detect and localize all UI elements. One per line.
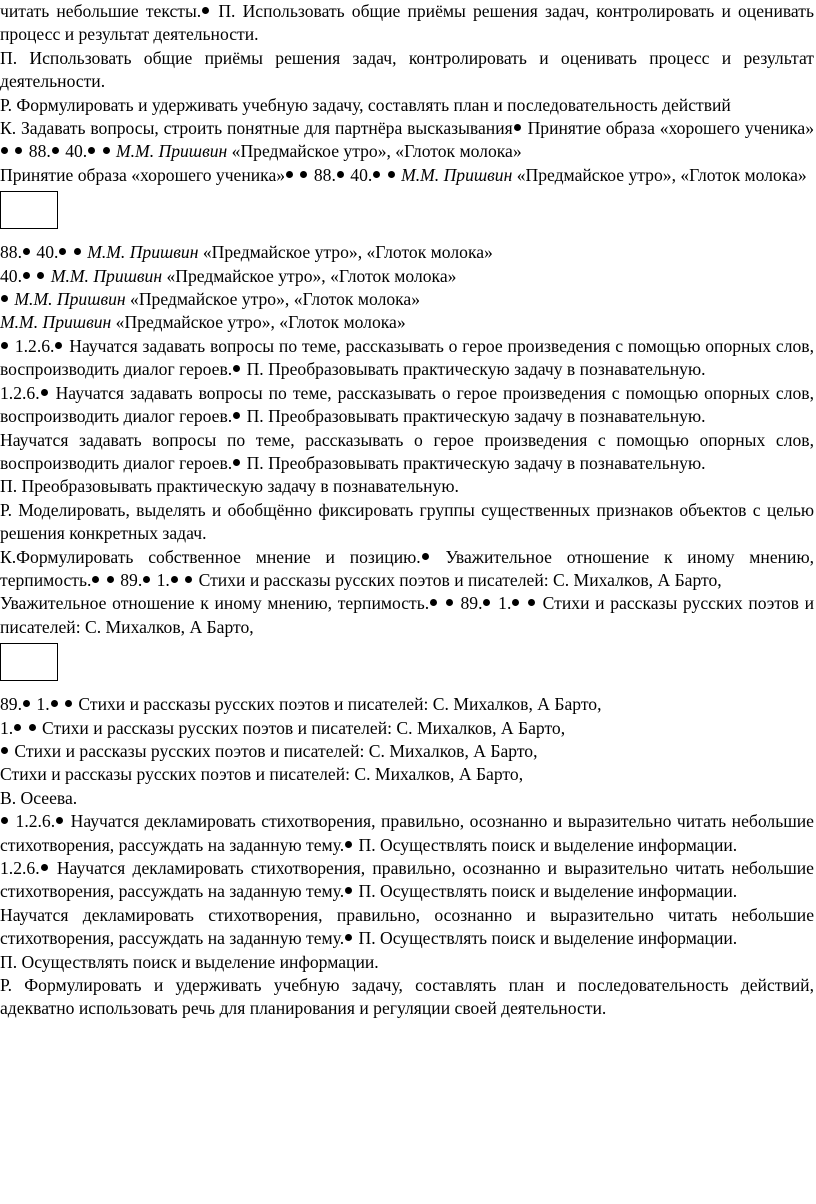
empty-table-cell <box>0 191 58 229</box>
spacer <box>0 681 814 693</box>
bullet-icon <box>388 171 395 178</box>
author-name: М.М. Пришвин <box>14 289 126 310</box>
bullet-icon <box>74 248 81 255</box>
bullet-icon <box>422 553 429 560</box>
bullet-icon <box>202 7 209 14</box>
paragraph-20: Стихи и рассказы русских поэтов и писателей: С. Михалков, А Барто, <box>0 764 524 785</box>
bullet-icon <box>41 389 48 396</box>
bullet-icon <box>52 147 59 154</box>
bullet-icon <box>23 272 30 279</box>
paragraph-8: М.М. Пришвин «Предмайское утро», «Глоток молока» <box>0 288 814 311</box>
paragraph-17: 89. 1. Стихи и рассказы русских поэтов и писателей: С. Михалков, А Барто, <box>0 694 602 715</box>
paragraph-21: В. Осеева. <box>0 787 78 808</box>
paragraph-5: Принятие образа «хорошего ученика» 88. 40. М.М. Пришвин «Предмайское утро», «Глоток молока» <box>0 164 807 185</box>
author-name: М.М. Пришвин <box>0 312 112 333</box>
bullet-icon <box>55 342 62 349</box>
bullet-icon <box>56 817 63 824</box>
bullet-icon <box>446 599 453 606</box>
bullet-icon <box>373 171 380 178</box>
paragraph-11: 1.2.6. Научатся задавать вопросы по теме, рассказывать о герое произведения с помощью опорных слов, воспроизводить диалог героев. П. Преобразовывать практическую задачу в познавательную. <box>0 382 814 427</box>
paragraph-14: Р. Моделировать, выделять и обобщённо фиксировать группы существенных признаков объектов с целью решения конкретных задач. <box>0 499 814 544</box>
bullet-icon <box>1 295 8 302</box>
spacer <box>0 229 814 241</box>
bullet-icon <box>59 248 66 255</box>
paragraph-7: 40. М.М. Пришвин «Предмайское утро», «Глоток молока» <box>0 265 457 286</box>
paragraph-18: 1. Стихи и рассказы русских поэтов и писателей: С. Михалков, А Барто, <box>0 717 566 738</box>
bullet-icon <box>233 459 240 466</box>
paragraph-6: 88. 40. М.М. Пришвин «Предмайское утро», «Глоток молока» <box>0 242 493 263</box>
bullet-icon <box>103 147 110 154</box>
bullet-icon <box>286 171 293 178</box>
bullet-icon <box>345 841 352 848</box>
bullet-icon <box>233 365 240 372</box>
bullet-icon <box>337 171 344 178</box>
bullet-icon <box>300 171 307 178</box>
bullet-icon <box>514 124 521 131</box>
bullet-icon <box>430 599 437 606</box>
paragraph-24: Научатся декламировать стихотворения, правильно, осознанно и выразительно читать небольшие стихотворения, рассуждать на заданную тему. П. Осуществлять поиск и выделение информации. <box>0 904 814 949</box>
bullet-icon <box>171 576 178 583</box>
paragraph-26: Р. Формулировать и удерживать учебную задачу, составлять план и последовательность действий, адекватно использовать речь для планирования и регуляции своей деятельности. <box>0 975 814 1019</box>
bullet-icon <box>23 248 30 255</box>
paragraph-4: К. Задавать вопросы, строить понятные для партнёра высказывания Принятие образа «хорошего ученика» 88. 40. М.М. Пришвин «Предмайское утро», «Глоток молока» <box>0 118 815 162</box>
paragraph-13: П. Преобразовывать практическую задачу в познавательную. <box>0 476 459 497</box>
paragraph-12: Научатся задавать вопросы по теме, рассказывать о герое произведения с помощью опорных слов, воспроизводить диалог героев. П. Преобразовывать практическую задачу в познавательную. <box>0 429 814 473</box>
paragraph-9: М.М. Пришвин «Предмайское утро», «Глоток молока» <box>0 312 406 333</box>
paragraph-25: П. Осуществлять поиск и выделение информации. <box>0 951 379 972</box>
bullet-icon <box>1 747 8 754</box>
bullet-icon <box>143 576 150 583</box>
paragraph-2: П. Использовать общие приёмы решения задач, контролировать и оценивать процесс и результат деятельности. <box>0 47 814 92</box>
author-name: М.М. Пришвин <box>50 265 163 286</box>
author-name: М.М. Пришвин <box>116 141 228 162</box>
bullet-icon <box>29 724 36 731</box>
paragraph-23: 1.2.6. Научатся декламировать стихотворения, правильно, осознанно и выразительно читать небольшие стихотворения, рассуждать на заданную тему. П. Осуществлять поиск и выделение информации. <box>0 858 814 902</box>
bullet-icon <box>15 147 22 154</box>
bullet-icon <box>512 599 519 606</box>
paragraph-1: читать небольшие тексты. П. Использовать общие приёмы решения задач, контролировать и оценивать процесс и результат деятельности. <box>0 1 814 45</box>
empty-table-cell <box>0 643 58 681</box>
bullet-icon <box>233 412 240 419</box>
paragraph-3: Р. Формулировать и удерживать учебную задачу, составлять план и последовательность действий <box>0 94 731 115</box>
bullet-icon <box>92 576 99 583</box>
paragraph-16: Уважительное отношение к иному мнению, терпимость. 89. 1. Стихи и рассказы русских поэтов и писателей: С. Михалков, А Барто, <box>0 593 815 637</box>
paragraph-19: Стихи и рассказы русских поэтов и писателей: С. Михалков, А Барто, <box>0 740 814 763</box>
bullet-icon <box>65 700 72 707</box>
bullet-icon <box>528 599 535 606</box>
bullet-icon <box>1 147 8 154</box>
bullet-icon <box>51 700 58 707</box>
bullet-icon <box>1 817 8 824</box>
author-name: М.М. Пришвин <box>87 242 199 263</box>
bullet-icon <box>345 934 352 941</box>
paragraph-10: 1.2.6. Научатся задавать вопросы по теме, рассказывать о герое произведения с помощью опорных слов, воспроизводить диалог героев. П. Преобразовывать практическую задачу в познавательную. <box>0 335 814 380</box>
bullet-icon <box>14 724 21 731</box>
bullet-icon <box>1 342 8 349</box>
bullet-icon <box>107 576 114 583</box>
paragraph-15: К.Формулировать собственное мнение и позицию. Уважительное отношение к иному мнению, терпимость. 89. 1. Стихи и рассказы русских поэтов и писателей: С. Михалков, А Барто, <box>0 546 815 590</box>
bullet-icon <box>23 700 30 707</box>
bullet-icon <box>88 147 95 154</box>
author-name: М.М. Пришвин <box>401 164 513 185</box>
bullet-icon <box>37 272 44 279</box>
paragraph-22: 1.2.6. Научатся декламировать стихотворения, правильно, осознанно и выразительно читать небольшие стихотворения, рассуждать на заданную тему. П. Осуществлять поиск и выделение информации. <box>0 811 814 855</box>
bullet-icon <box>345 887 352 894</box>
bullet-icon <box>41 864 48 871</box>
bullet-icon <box>483 599 490 606</box>
bullet-icon <box>185 576 192 583</box>
